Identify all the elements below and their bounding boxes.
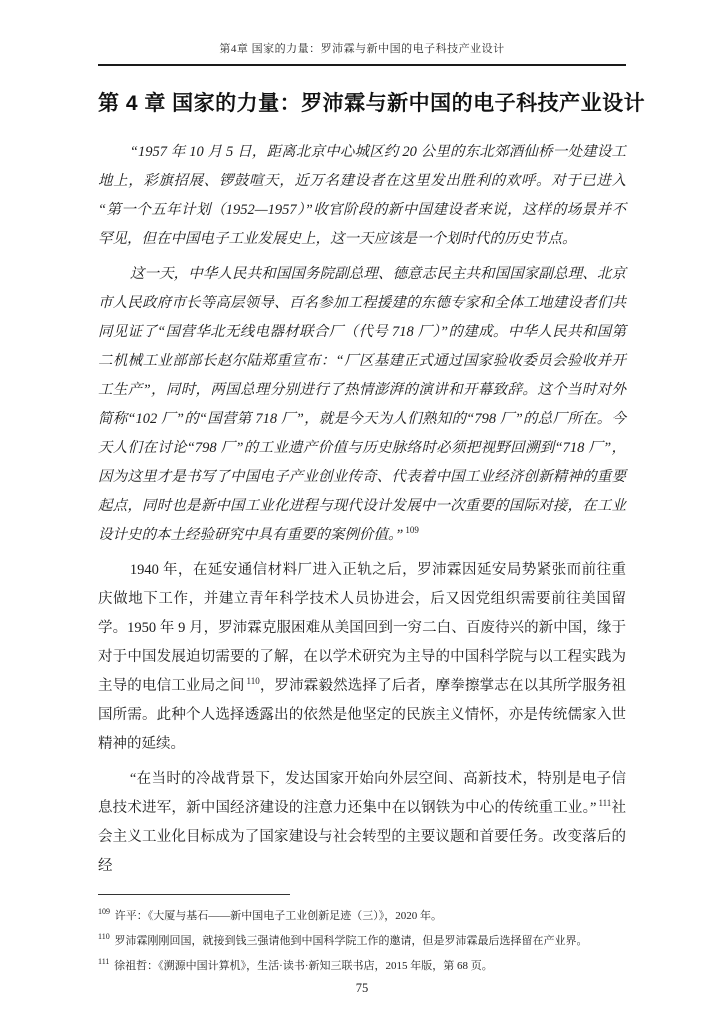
paragraph-2: 这一天，中华人民共和国国务院副总理、德意志民主共和国国家副总理、北京市人民政府市长等高层领导、百名参加工程援建的东德专家和全体工地建设者们共同见证了“国营华北无线电器材联合厂（代号 718 厂）”的建成。中华人民共和国第二机械工业部部长赵尔陆郑重宣布：“厂区基建正式通过国家验收委员会验收并开工生产”，同时，两国总理分别进行了热情澎湃的演讲和开幕致辞。这个当时对外简称“102 厂”的“国营第 718 厂”，就是今天为人们熟知的“798 厂”的总厂所在。今天人们在讨论“798 厂”的工业遗产价值与历史脉络时必须把视野回溯到“718 厂”，因为这里才是书写了中国电子产业创业传奇、代表着中国工业经济创新精神的重要起点，同时也是新中国工业化进程与现代设计发展中一次重要的国际对接，在工业设计史的本土经验研究中具有重要的案例价值。” $^{109}$ [98, 266, 626, 543]
paragraph-3: 1940 年，在延安通信材料厂进入正轨之后，罗沛霖因延安局势紧张而前往重庆做地下工作，并建立青年科学技术人员协进会，后又因党组织需要前往美国留学。1950 年 9 月，罗沛霖克服困难从美国回到一穷二白、百废待兴的新中国，缘于对于中国发展迫切需要的了解，在以学术研究为主导的中国科学院与以工程实践为主导的电信工业局之间 $^{110}$，罗沛霖毅然选择了后者，摩拳擦掌志在以其所学服务祖国所需。此种个人选择透露出的依然是他坚定的民族主义情怀，亦是传统儒家入世精神的延续。 [98, 562, 627, 752]
body-text [98, 138, 626, 881]
paragraph-1: “1957 年 10 月 5 日，距离北京中心城区约 20 公里的东北郊酒仙桥一处建设工地上，彩旗招展、锣鼓喧天，近万名建设者在这里发出胜利的欢呼。对于已进入“第一个五年计划（1952—1957）”收官阶段的新中国建设者来说，这样的场景并不罕见，但在中国电子工业发展史上，这一天应该是一个划时代的历史节点。 [98, 144, 626, 247]
header-rule [98, 64, 626, 66]
paragraph-4: “在当时的冷战背景下，发达国家开始向外层空间、高新技术，特别是电子信息技术进军，新中国经济建设的注意力还集中在以钢铁为中心的传统重工业。” $^{111}$社会主义工业化目标成为了国家建设与社会转型的主要议题和首要任务。改变落后的经 [98, 771, 626, 874]
footnote-number: 109 [98, 907, 110, 917]
footnote-number: 110 [98, 932, 110, 942]
footnotes-section [98, 904, 626, 979]
footnote: $^{111}$ 徐祖哲：《溯源中国计算机》，生活·读书·新知三联书店，2015 年版，第 68 页。 [98, 957, 493, 972]
footnote-marker: 109 [405, 525, 419, 536]
page-number: 75 [355, 981, 369, 995]
footnote-marker: 111 [598, 798, 612, 809]
footnote: $^{109}$ 许平：《大厦与基石——新中国电子工业创新足迹（三）》，2020 年。 [98, 907, 442, 922]
footnote-marker: 110 [246, 676, 260, 687]
chapter-title: 第 4 章 国家的力量：罗沛霖与新中国的电子科技产业设计 [98, 92, 646, 115]
footnote-divider [98, 894, 290, 895]
footnote: $^{110}$ 罗沛霖刚刚回国，就接到钱三强请他到中国科学院工作的邀请，但是罗沛霖最后选择留在产业界。 [98, 932, 588, 947]
running-header: 第4章 国家的力量：罗沛霖与新中国的电子科技产业设计 [219, 43, 505, 55]
footnote-number: 111 [98, 957, 110, 967]
